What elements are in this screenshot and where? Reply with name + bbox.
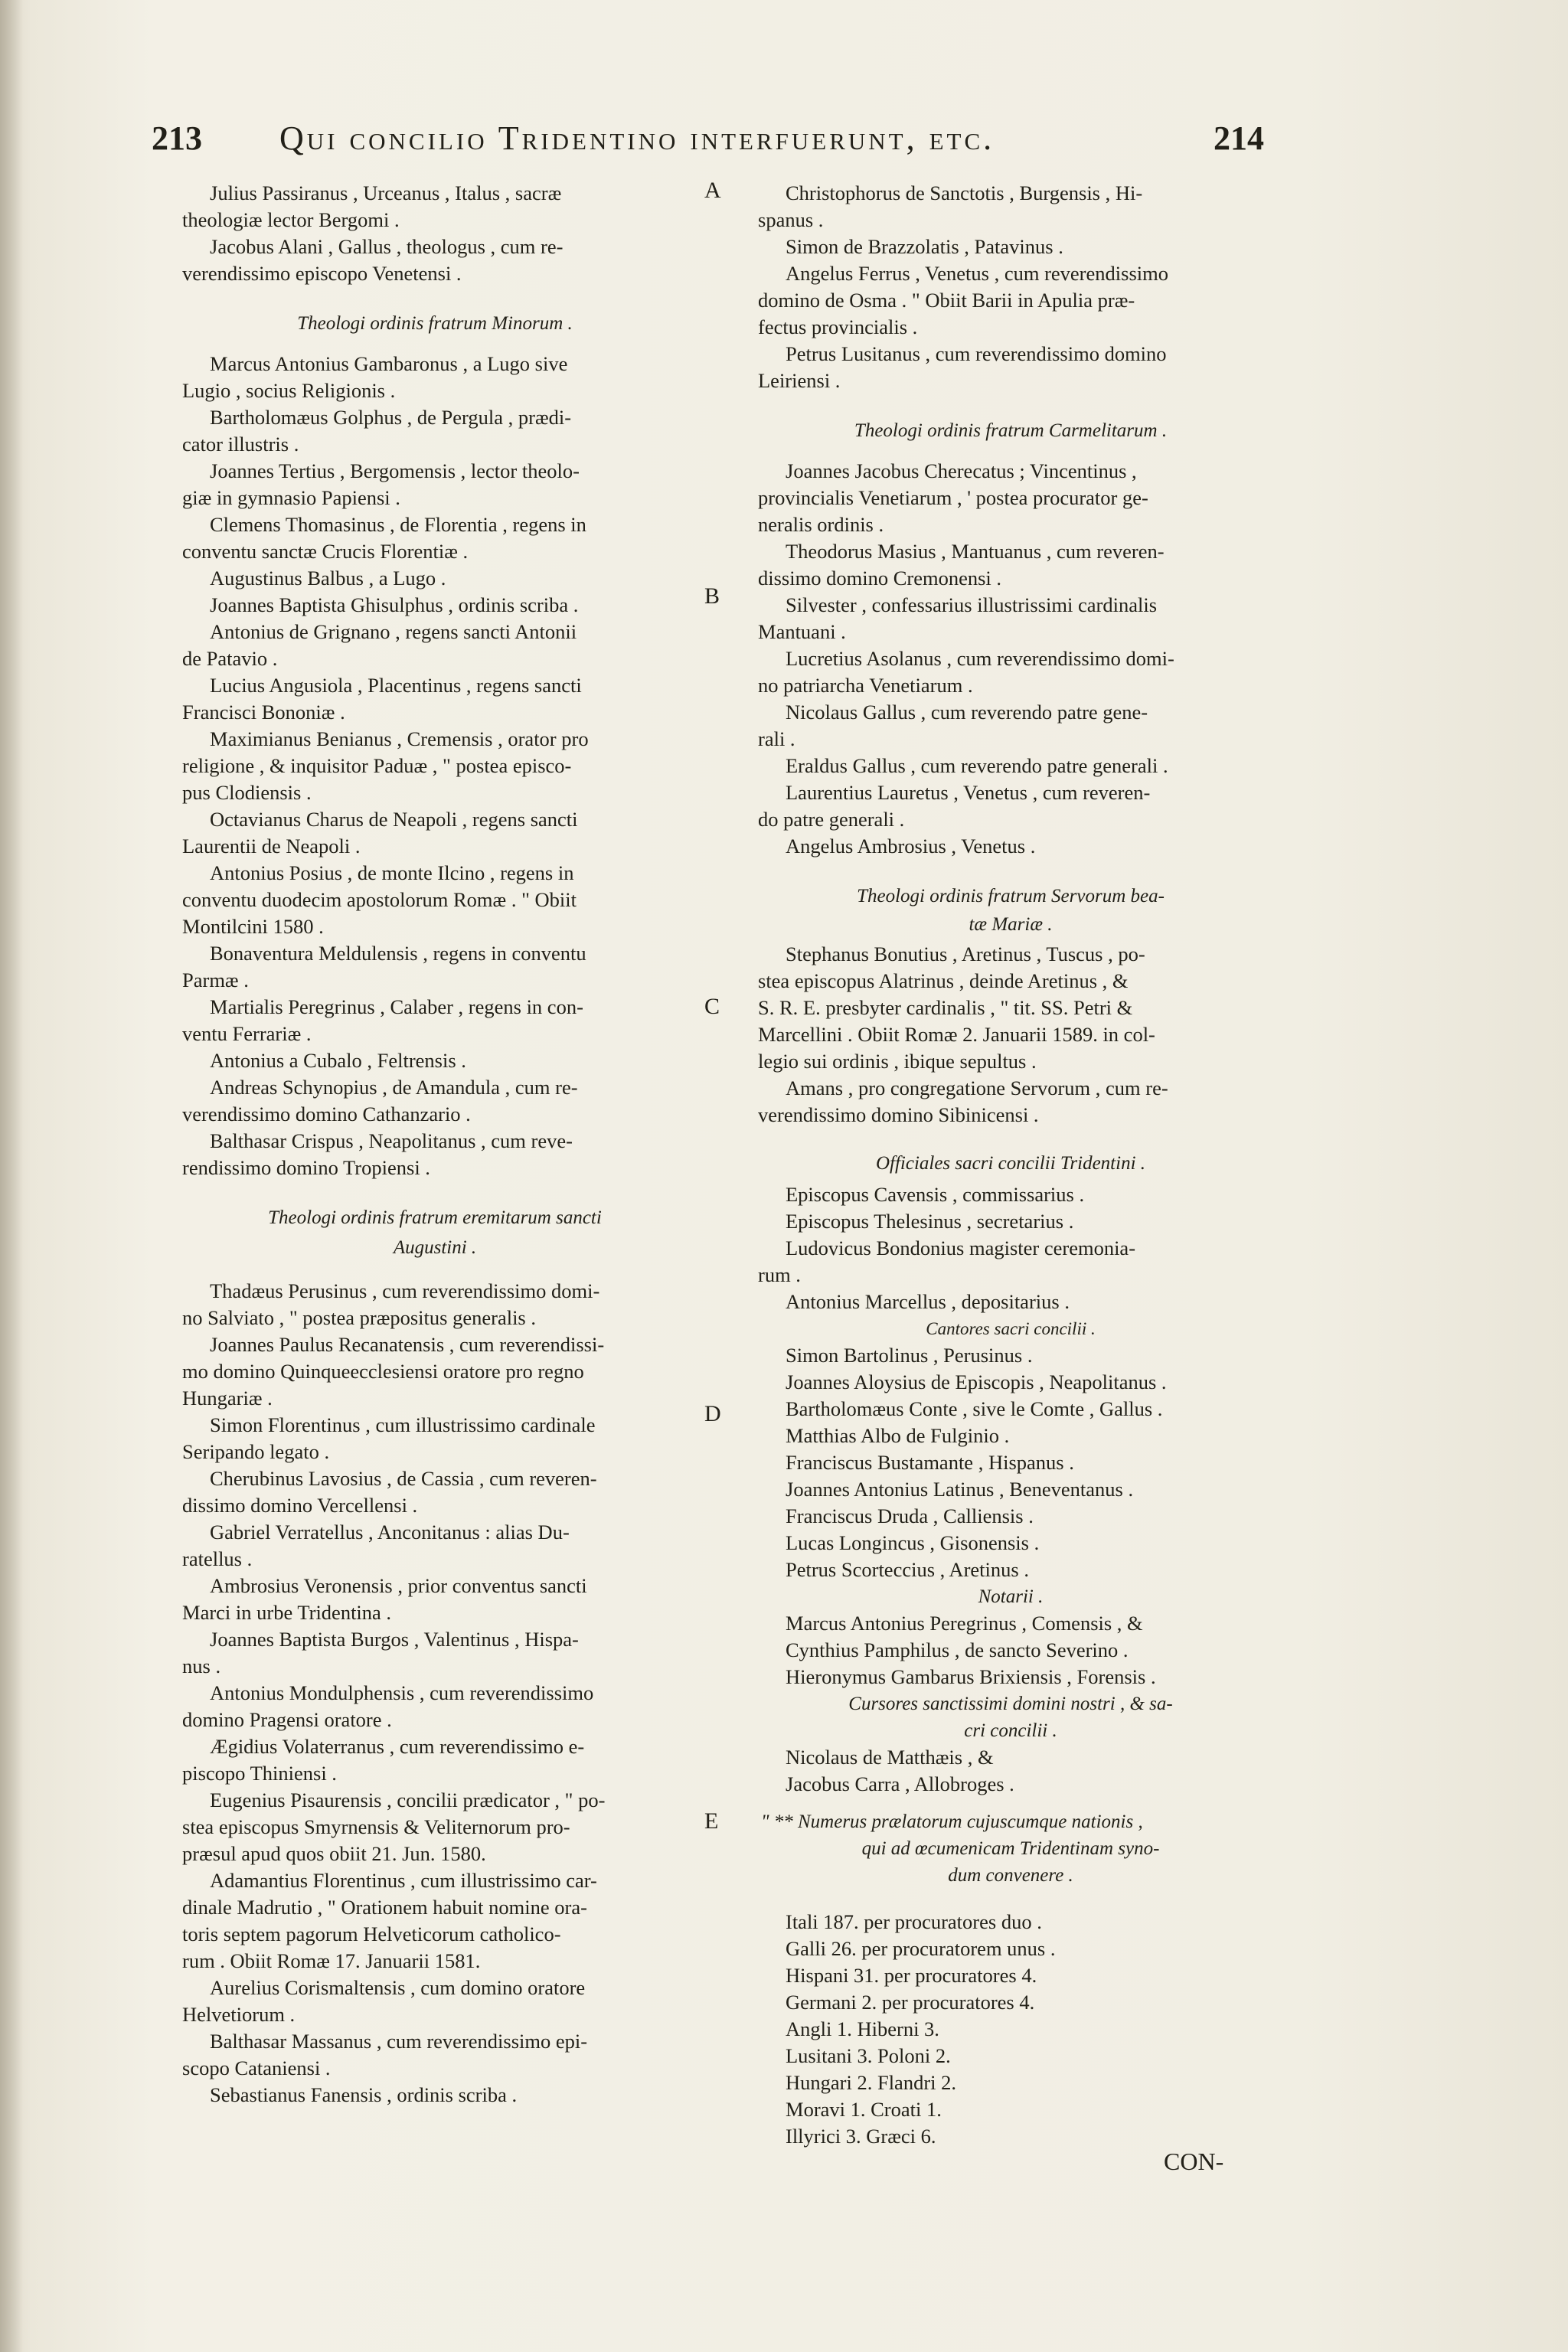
text-line: Helvetiorum .	[182, 2003, 296, 2026]
text-line: de Patavio .	[182, 647, 278, 670]
left-block-1	[182, 180, 688, 287]
catchword: CON-	[1164, 2148, 1224, 2175]
text-line: Joannes Jacobus Cherecatus ; Vincentinus ,	[786, 459, 1137, 482]
text-line: rendissimo domino Tropiensi .	[182, 1156, 430, 1179]
text-line: Laurentius Lauretus , Venetus , cum reveren-	[786, 781, 1151, 804]
text-line: Francisci Bononiæ .	[182, 701, 345, 724]
text-line: Nicolaus de Matthæis , &	[786, 1746, 994, 1769]
text-line: Petrus Scorteccius , Aretinus .	[786, 1558, 1029, 1581]
text-line: Gabriel Verratellus , Anconitanus : alias Du-	[210, 1521, 570, 1544]
text-line: Antonius Mondulphensis , cum reverendissimo	[210, 1681, 594, 1704]
text-line: Joannes Antonius Latinus , Beneventanus .	[786, 1478, 1134, 1501]
section-heading-cursores: Cursores sanctissimi domini nostri , & sa-	[848, 1694, 1173, 1714]
margin-letter-a: A	[704, 178, 721, 203]
text-line: do patre generali .	[758, 808, 905, 831]
margin-letter-c: C	[704, 994, 720, 1019]
text-line: Stephanus Bonutius , Aretinus , Tuscus , po-	[786, 942, 1145, 965]
text-line: Simon Bartolinus , Perusinus .	[786, 1344, 1033, 1367]
text-line: verendissimo domino Cathanzario .	[182, 1102, 471, 1125]
left-column	[182, 180, 688, 2109]
section-heading-cantores: Cantores sacri concilii .	[926, 1319, 1096, 1338]
text-line: stea episcopus Smyrnensis & Veliternorum pro-	[182, 1815, 570, 1838]
text-line: Leiriensi .	[758, 369, 841, 392]
text-line: Hieronymus Gambarus Brixiensis , Forensis .	[786, 1665, 1156, 1688]
text-line: Eugenius Pisaurensis , concilii prædicator , " po-	[210, 1788, 606, 1811]
text-line: Joannes Paulus Recanatensis , cum reverendissi-	[210, 1333, 605, 1356]
text-line: Balthasar Massanus , cum reverendissimo epi-	[210, 2030, 588, 2053]
right-block-3	[758, 941, 1263, 1129]
text-line: Franciscus Druda , Calliensis .	[786, 1504, 1034, 1527]
text-line: Amans , pro congregatione Servorum , cum re-	[786, 1076, 1168, 1099]
left-block-2	[182, 351, 688, 1181]
text-line: Christophorus de Sanctotis , Burgensis , Hi-	[786, 181, 1143, 204]
text-line: Moravi 1. Croati 1.	[786, 2098, 942, 2121]
text-line: cator illustris .	[182, 433, 299, 456]
text-line: Hungariæ .	[182, 1387, 273, 1410]
text-line: præsul apud quos obiit 21. Jun. 1580.	[182, 1842, 486, 1865]
margin-letter-d: D	[704, 1401, 721, 1426]
text-line: Illyrici 3. Græci 6.	[786, 2125, 936, 2148]
text-line: Lucius Angusiola , Placentinus , regens sancti	[210, 674, 582, 697]
right-block-1	[758, 180, 1263, 394]
text-line: Jacobus Alani , Gallus , theologus , cum re-	[210, 235, 564, 258]
text-line: scopo Cataniensi .	[182, 2056, 331, 2079]
text-line: conventu sanctæ Crucis Florentiæ .	[182, 540, 469, 563]
text-line: Simon de Brazzolatis , Patavinus .	[786, 235, 1063, 258]
text-line: Andreas Schynopius , de Amandula , cum re-	[210, 1076, 578, 1099]
text-line: Theodorus Masius , Mantuanus , cum reveren-	[786, 540, 1165, 563]
text-line: Cherubinus Lavosius , de Cassia , cum reveren-	[210, 1467, 597, 1490]
text-line: rum . Obiit Romæ 17. Januarii 1581.	[182, 1949, 481, 1972]
page-number-left: 213	[152, 119, 202, 157]
text-line: no patriarcha Venetiarum .	[758, 674, 973, 697]
section-heading-numerus-end: dum convenere .	[948, 1865, 1073, 1886]
text-line: stea episcopus Alatrinus , deinde Aretinus , &	[758, 969, 1129, 992]
text-line: Episcopus Thelesinus , secretarius .	[786, 1210, 1074, 1233]
right-column	[758, 180, 1263, 2150]
text-line: Eraldus Gallus , cum reverendo patre generali .	[786, 754, 1168, 777]
text-line: conventu duodecim apostolorum Romæ . " Obiit	[182, 888, 577, 911]
text-line: verendissimo episcopo Venetensi .	[182, 262, 462, 285]
text-line: Antonius a Cubalo , Feltrensis .	[210, 1049, 466, 1072]
text-line: Antonius de Grignano , regens sancti Antonii	[210, 620, 577, 643]
right-block-7	[758, 1744, 1263, 1798]
text-line: Angli 1. Hiberni 3.	[786, 2017, 939, 2040]
text-line: Marci in urbe Tridentina .	[182, 1601, 392, 1624]
text-line: spanus .	[758, 208, 824, 231]
text-line: domino Pragensi oratore .	[182, 1708, 392, 1731]
text-line: Nicolaus Gallus , cum reverendo patre gene-	[786, 701, 1148, 724]
text-line: Silvester , confessarius illustrissimi cardinalis	[786, 593, 1158, 616]
text-line: piscopo Thiniensi .	[182, 1762, 337, 1785]
text-line: Marcus Antonius Peregrinus , Comensis , &	[786, 1612, 1143, 1635]
text-line: domino de Osma . " Obiit Barii in Apulia præ-	[758, 289, 1135, 312]
text-line: S. R. E. presbyter cardinalis , " tit. SS. Petri &	[758, 996, 1133, 1019]
text-line: Sebastianus Fanensis , ordinis scriba .	[210, 2083, 518, 2106]
right-block-2	[758, 458, 1263, 860]
text-line: dissimo domino Vercellensi .	[182, 1494, 418, 1517]
text-line: Lucretius Asolanus , cum reverendissimo domi-	[786, 647, 1174, 670]
text-line: dinale Madrutio , " Orationem habuit nomine ora-	[182, 1896, 587, 1919]
text-line: Marcus Antonius Gambaronus , a Lugo sive	[210, 352, 568, 375]
running-title: Qui concilio Tridentino interfuerunt, etc.	[279, 119, 995, 157]
text-line: Galli 26. per procuratorem unus .	[786, 1937, 1056, 1960]
text-line: Simon Florentinus , cum illustrissimo cardinale	[210, 1413, 596, 1436]
text-line: Hungari 2. Flandri 2.	[786, 2071, 957, 2094]
text-line: Clemens Thomasinus , de Florentia , regens in	[210, 513, 586, 536]
text-line: Antonius Posius , de monte Ilcino , regens in	[210, 861, 574, 884]
right-block-6	[758, 1610, 1263, 1690]
left-block-3	[182, 1278, 688, 2109]
text-line: Balthasar Crispus , Neapolitanus , cum reve-	[210, 1129, 573, 1152]
margin-letter-e: E	[704, 1808, 719, 1834]
right-block-8	[758, 1909, 1263, 2150]
text-line: provincialis Venetiarum , ' postea procurator ge-	[758, 486, 1148, 509]
text-line: Jacobus Carra , Allobroges .	[786, 1772, 1014, 1795]
section-heading-augustini-cont: Augustini .	[393, 1237, 477, 1258]
text-line: mo domino Quinqueecclesiensi oratore pro regno	[182, 1360, 584, 1383]
text-line: Marcellini . Obiit Romæ 2. Januarii 1589. in col-	[758, 1023, 1155, 1046]
right-block-5	[758, 1342, 1263, 1583]
text-line: Joannes Tertius , Bergomensis , lector theolo-	[210, 459, 580, 482]
text-line: Joannes Aloysius de Episcopis , Neapolitanus .	[786, 1370, 1167, 1393]
text-line: Bartholomæus Golphus , de Pergula , prædi-	[210, 406, 572, 429]
text-line: Maximianus Benianus , Cremensis , orator pro	[210, 727, 589, 750]
text-line: Seripando legato .	[182, 1440, 330, 1463]
text-line: Ambrosius Veronensis , prior conventus sancti	[210, 1574, 587, 1597]
text-line: pus Clodiensis .	[182, 781, 312, 804]
text-line: legio sui ordinis , ibique sepultus .	[758, 1050, 1037, 1073]
section-heading-minorum: Theologi ordinis fratrum Minorum .	[297, 313, 573, 334]
text-line: Germani 2. per procuratores 4.	[786, 1991, 1035, 2014]
text-line: Joannes Baptista Ghisulphus , ordinis scriba .	[210, 593, 579, 616]
section-heading-servorum-cont: tæ Mariæ .	[969, 914, 1053, 935]
text-line: verendissimo domino Sibinicensi .	[758, 1103, 1039, 1126]
section-heading-numerus: " ** Numerus prælatorum cujuscumque nationis ,	[761, 1811, 1143, 1832]
text-line: Mantuani .	[758, 620, 846, 643]
text-line: Ægidius Volaterranus , cum reverendissimo e-	[210, 1735, 585, 1758]
text-line: Julius Passiranus , Urceanus , Italus , sacræ	[210, 181, 562, 204]
text-line: Augustinus Balbus , a Lugo .	[210, 567, 446, 590]
section-heading-carmelitarum: Theologi ordinis fratrum Carmelitarum .	[854, 420, 1168, 441]
text-line: Angelus Ambrosius , Venetus .	[786, 835, 1036, 858]
section-heading-cursores-cont: cri concilii .	[964, 1720, 1057, 1741]
right-block-4	[758, 1181, 1263, 1315]
margin-letter-b: B	[704, 583, 720, 609]
text-line: Hispani 31. per procuratores 4.	[786, 1964, 1037, 1987]
text-line: rum .	[758, 1263, 801, 1286]
text-line: toris septem pagorum Helveticorum catholico-	[182, 1922, 561, 1945]
text-line: Episcopus Cavensis , commissarius .	[786, 1183, 1085, 1206]
text-line: Petrus Lusitanus , cum reverendissimo domino	[786, 342, 1167, 365]
text-line: Bonaventura Meldulensis , regens in conventu	[210, 942, 586, 965]
text-line: Aurelius Corismaltensis , cum domino oratore	[210, 1976, 586, 1999]
text-line: nus .	[182, 1655, 221, 1677]
text-line: Matthias Albo de Fulginio .	[786, 1424, 1010, 1447]
text-line: Itali 187. per procuratores duo .	[786, 1910, 1042, 1933]
section-heading-augustini: Theologi ordinis fratrum eremitarum sancti	[268, 1207, 602, 1228]
text-line: Adamantius Florentinus , cum illustrissimo car-	[210, 1869, 597, 1892]
section-heading-notarii: Notarii .	[978, 1586, 1044, 1607]
gutter-shadow	[0, 0, 23, 2352]
text-line: Joannes Baptista Burgos , Valentinus , Hispa-	[210, 1628, 579, 1651]
text-line: ratellus .	[182, 1547, 253, 1570]
text-line: Franciscus Bustamante , Hispanus .	[786, 1451, 1074, 1474]
text-line: Laurentii de Neapoli .	[182, 835, 361, 858]
text-line: Martialis Peregrinus , Calaber , regens in con-	[210, 995, 583, 1018]
section-heading-officiales: Officiales sacri concilii Tridentini .	[875, 1153, 1146, 1174]
text-line: no Salviato , " postea præpositus generalis .	[182, 1306, 536, 1329]
text-line: Antonius Marcellus , depositarius .	[786, 1290, 1070, 1313]
text-line: Ludovicus Bondonius magister ceremonia-	[786, 1236, 1136, 1259]
text-line: dissimo domino Cremonensi .	[758, 567, 1001, 590]
text-line: Lucas Longincus , Gisonensis .	[786, 1531, 1040, 1554]
text-line: neralis ordinis .	[758, 513, 884, 536]
text-line: Thadæus Perusinus , cum reverendissimo domi-	[210, 1279, 600, 1302]
text-line: giæ in gymnasio Papiensi .	[182, 486, 400, 509]
text-line: Parmæ .	[182, 969, 249, 991]
text-line: Lugio , socius Religionis .	[182, 379, 396, 402]
text-line: Cynthius Pamphilus , de sancto Severino .	[786, 1638, 1129, 1661]
section-heading-servorum: Theologi ordinis fratrum Servorum bea-	[857, 886, 1165, 906]
running-header	[130, 119, 1279, 165]
text-line: theologiæ lector Bergomi .	[182, 208, 400, 231]
text-line: rali .	[758, 727, 795, 750]
text-line: Montilcini 1580 .	[182, 915, 324, 938]
text-line: ventu Ferrariæ .	[182, 1022, 312, 1045]
text-line: Angelus Ferrus , Venetus , cum reverendissimo	[786, 262, 1168, 285]
text-line: Lusitani 3. Poloni 2.	[786, 2044, 951, 2067]
text-line: religione , & inquisitor Paduæ , " postea episco-	[182, 754, 572, 777]
page-number-right: 214	[1214, 119, 1264, 157]
text-line: Bartholomæus Conte , sive le Comte , Gallus .	[786, 1397, 1163, 1420]
text-line: fectus provincialis .	[758, 315, 918, 338]
section-heading-numerus-cont: qui ad œcumenicam Tridentinam syno-	[861, 1838, 1160, 1859]
text-line: Octavianus Charus de Neapoli , regens sancti	[210, 808, 578, 831]
